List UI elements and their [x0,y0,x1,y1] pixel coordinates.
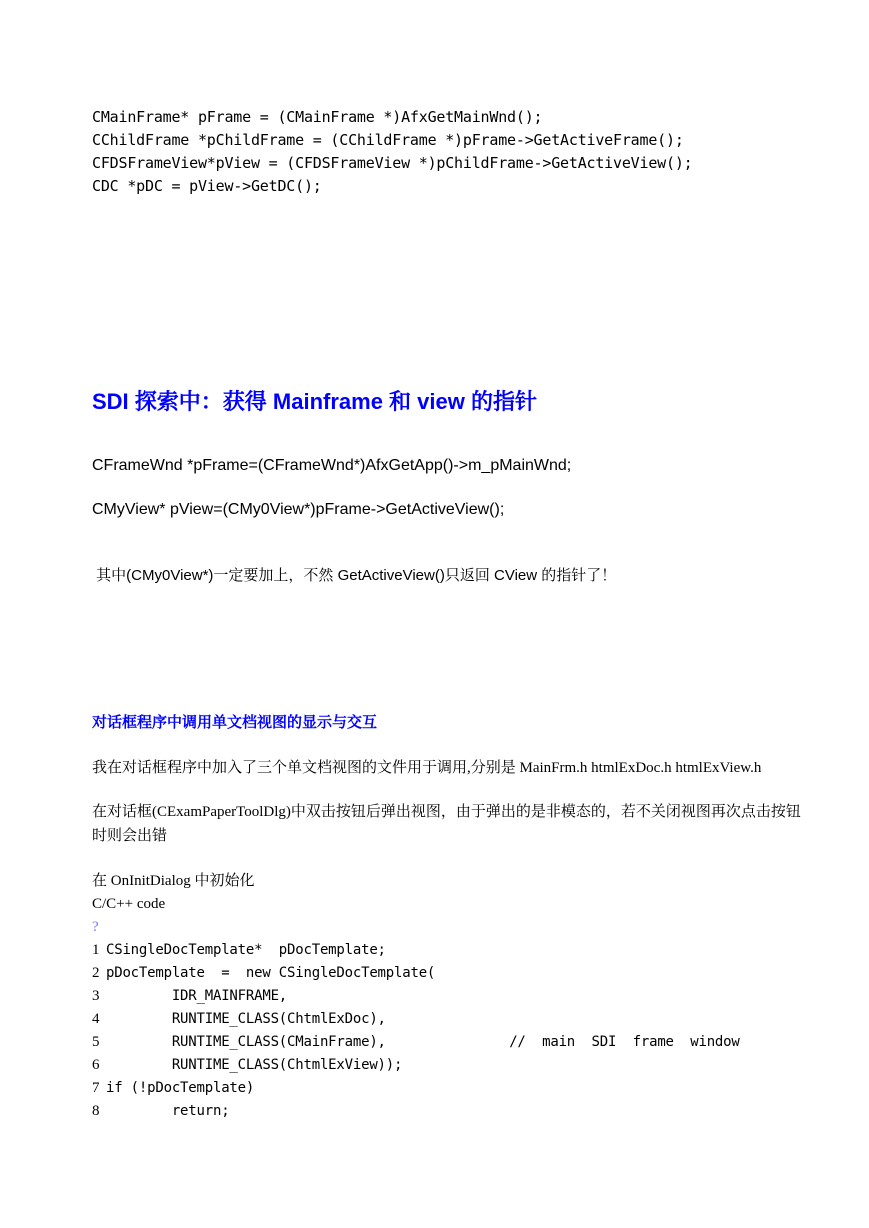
listing-line [92,1009,386,1029]
code-line: CFDSFrameView*pView = (CFDSFrameView *)pChildFrame->GetActiveView(); [92,154,693,172]
code-line: CMainFrame* pFrame = (CMainFrame *)AfxGetMainWnd(); [92,108,543,126]
help-link-icon[interactable]: ? [92,919,99,935]
code-label: C/C++ code [92,896,166,912]
line-number: 5 [92,1034,100,1050]
listing-code: CSingleDocTemplate* pDocTemplate; [106,942,386,958]
line-number: 4 [92,1011,100,1027]
line-number: 1 [92,942,100,958]
note-text: 其中(CMy0View*)一定要加上，不然 GetActiveView()只返回 CView 的指针了！ [92,567,617,584]
code-line: CFrameWnd *pFrame=(CFrameWnd*)AfxGetApp()->m_pMainWnd; [92,457,572,474]
listing-code: IDR_MAINFRAME, [106,988,288,1004]
code-line: CChildFrame *pChildFrame = (CChildFrame *)pFrame->GetActiveFrame(); [92,131,684,149]
line-number: 3 [92,988,100,1004]
line-number: 7 [92,1080,100,1096]
line-number: 2 [92,965,100,981]
listing-line [92,963,435,983]
listing-line [92,1078,254,1098]
paragraph: 在对话框(CExamPaperToolDlg)中双击按钮后弹出视图，由于弹出的是非模态的，若不关闭视图再次点击按钮时则会出错 [92,804,801,844]
section-heading-sdi: SDI 探索中：获得 Mainframe 和 view 的指针 [92,389,537,414]
code-line: CMyView* pView=(CMy0View*)pFrame->GetActiveView(); [92,501,505,518]
listing-code: return; [106,1103,230,1119]
listing-code: pDocTemplate = new CSingleDocTemplate( [106,965,436,981]
line-number: 8 [92,1103,100,1119]
listing-code: RUNTIME_CLASS(ChtmlExView)); [106,1057,403,1073]
section-heading-dialog: 对话框程序中调用单文档视图的显示与交互 [92,714,378,731]
code-line: CDC *pDC = pView->GetDC(); [92,177,322,195]
paragraph: 我在对话框程序中加入了三个单文档视图的文件用于调用,分别是 MainFrm.h htmlExDoc.h htmlExView.h [92,760,762,776]
listing-line [92,1101,229,1121]
listing-line [92,940,386,960]
paragraph: 在 OnInitDialog 中初始化 [92,873,255,889]
listing-code: if (!pDocTemplate) [106,1080,255,1096]
listing-line [92,1032,740,1052]
listing-line [92,986,287,1006]
listing-code: RUNTIME_CLASS(CMainFrame), // main SDI frame window [106,1034,740,1050]
line-number: 6 [92,1057,100,1073]
listing-line [92,1055,402,1075]
listing-code: RUNTIME_CLASS(ChtmlExDoc), [106,1011,386,1027]
